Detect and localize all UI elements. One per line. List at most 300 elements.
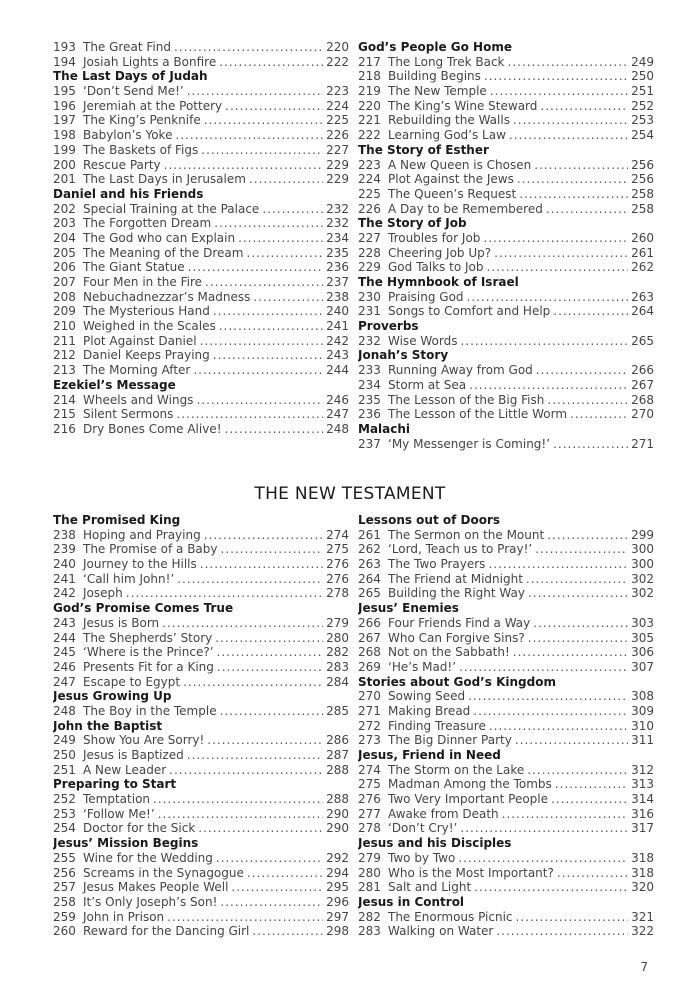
story-number: 252 [53, 792, 76, 807]
page-ref: 254 [631, 128, 654, 143]
story-number: 256 [53, 865, 76, 880]
story-number: 248 [53, 703, 76, 718]
story-number: 212 [53, 348, 76, 363]
story-number: 243 [53, 615, 76, 630]
contents-entry [53, 290, 349, 305]
page-ref: 237 [326, 275, 349, 289]
contents-entry [358, 202, 654, 217]
story-title: Finding Treasure [388, 718, 486, 733]
dot-leader [494, 246, 628, 261]
page-ref: 316 [631, 806, 654, 821]
contents-entry [53, 631, 349, 646]
story-title: Building Begins [388, 69, 481, 84]
story-title: The King’s Penknife [83, 113, 201, 128]
story-number: 206 [53, 260, 76, 275]
story-title: The Last Days in Jerusalem [83, 172, 246, 187]
story-title: Salt and Light [388, 880, 472, 895]
story-number: 226 [358, 201, 381, 216]
section-heading: Jesus’ Enemies [358, 601, 459, 616]
old-testament-left-column [53, 40, 349, 437]
story-title: Sowing Seed [388, 689, 466, 704]
story-number: 262 [358, 542, 381, 557]
page-ref: 226 [326, 128, 349, 143]
story-title: Jesus is Baptized [83, 748, 184, 762]
page-ref: 271 [631, 436, 654, 451]
page-ref: 223 [326, 84, 349, 99]
contents-entry [53, 821, 349, 836]
page-ref: 224 [326, 98, 349, 113]
page-ref: 234 [326, 230, 349, 245]
story-title: Presents Fit for a King [83, 659, 214, 674]
dot-leader [458, 851, 628, 866]
page-ref: 276 [326, 557, 349, 572]
story-title: Walking on Water [388, 924, 494, 939]
contents-entry [358, 334, 654, 349]
page-ref: 300 [631, 557, 654, 572]
story-title: Wine for the Wedding [83, 850, 213, 865]
story-number: 250 [53, 748, 76, 762]
page-ref: 296 [326, 894, 349, 909]
story-number: 209 [53, 304, 76, 319]
dot-leader [540, 99, 628, 114]
dot-leader [220, 704, 324, 719]
dot-leader [238, 231, 323, 246]
dot-leader [204, 528, 323, 543]
story-title: Two Very Important People [388, 792, 548, 807]
dot-leader [247, 866, 323, 881]
page-ref: 306 [631, 645, 654, 660]
story-number: 193 [53, 40, 76, 54]
dot-leader [547, 528, 628, 543]
story-title: The Boy in the Temple [83, 703, 217, 718]
story-number: 232 [358, 333, 381, 348]
section-heading: Lessons out of Doors [358, 513, 501, 527]
contents-entry [53, 586, 349, 601]
story-title: ‘My Messenger is Coming!’ [388, 436, 551, 451]
story-title: Daniel Keeps Praying [83, 348, 210, 363]
story-title: Running Away from God [388, 363, 533, 378]
section-heading: Jesus and his Disciples [358, 836, 512, 851]
dot-leader [207, 733, 323, 748]
contents-entry [358, 586, 654, 601]
contents-entry [358, 84, 654, 99]
story-title: Babylon’s Yoke [83, 128, 173, 143]
story-number: 204 [53, 230, 76, 245]
contents-entry [53, 866, 349, 881]
contents-entry [358, 777, 654, 792]
page-ref: 247 [326, 407, 349, 422]
dot-leader [183, 675, 323, 690]
page-ref: 229 [326, 172, 349, 187]
dot-leader [536, 363, 628, 378]
contents-entry [53, 880, 349, 895]
page-ref: 302 [631, 586, 654, 601]
story-number: 235 [358, 392, 381, 407]
story-number: 195 [53, 84, 76, 99]
page-ref: 307 [631, 659, 654, 674]
contents-entry [53, 645, 349, 660]
story-number: 282 [358, 909, 381, 924]
story-title: The Enormous Picnic [388, 909, 513, 924]
story-title: Troubles for Job [388, 230, 481, 245]
story-number: 280 [358, 865, 381, 880]
contents-entry [53, 84, 349, 99]
story-title: It’s Only Joseph’s Son! [83, 894, 218, 909]
story-title: Special Training at the Palace [83, 201, 260, 216]
story-title: Escape to Egypt [83, 674, 181, 689]
contents-entry [53, 733, 349, 748]
contents-entry [53, 851, 349, 866]
contents-entry [358, 719, 654, 734]
dot-leader [484, 69, 628, 84]
story-title: Jesus is Born [83, 615, 160, 630]
dot-leader [502, 807, 628, 822]
story-title: A Day to be Remembered [388, 201, 543, 216]
story-title: Reward for the Dancing Girl [83, 924, 250, 939]
contents-entry [358, 866, 654, 881]
story-number: 261 [358, 527, 381, 542]
story-title: Journey to the Hills [83, 557, 197, 572]
page-ref: 295 [326, 880, 349, 895]
story-title: The Meaning of the Dream [83, 245, 244, 260]
story-number: 279 [358, 850, 381, 865]
page-ref: 314 [631, 792, 654, 807]
dot-leader [215, 631, 323, 646]
dot-leader [519, 187, 628, 202]
contents-entry [358, 557, 654, 572]
dot-leader [526, 572, 628, 587]
contents-entry [53, 40, 349, 55]
dot-leader [196, 393, 323, 408]
dot-leader [496, 924, 628, 939]
story-title: The King’s Wine Steward [388, 98, 538, 113]
dot-leader [200, 334, 324, 349]
dot-leader [246, 246, 323, 261]
story-title: Josiah Lights a Bonfire [83, 54, 217, 69]
contents-entry [53, 113, 349, 128]
story-title: Plot Against the Jews [388, 172, 514, 187]
page-ref: 308 [631, 689, 654, 704]
story-title: The Shepherds’ Story [83, 630, 213, 645]
section-heading: The Story of Esther [358, 142, 489, 157]
page-ref: 297 [326, 909, 349, 924]
contents-entry [53, 807, 349, 822]
dot-leader [167, 910, 323, 925]
story-number: 198 [53, 128, 76, 143]
page-ref: 235 [326, 245, 349, 260]
story-number: 208 [53, 289, 76, 304]
story-title: The Storm on the Lake [388, 762, 525, 777]
page-ref: 302 [631, 571, 654, 586]
dot-leader [533, 616, 628, 631]
story-title: ‘Lord, Teach us to Pray!’ [388, 542, 533, 557]
story-title: Four Friends Find a Way [388, 615, 531, 630]
contents-entry [53, 363, 349, 378]
contents-entry [53, 143, 349, 158]
contents-entry [358, 290, 654, 305]
contents-entry [53, 202, 349, 217]
dot-leader [252, 924, 323, 939]
story-title: Screams in the Synagogue [83, 865, 244, 880]
story-number: 214 [53, 392, 76, 407]
section-heading: The Hymnbook of Israel [358, 275, 519, 289]
story-title: Storm at Sea [388, 377, 467, 392]
story-number: 218 [358, 69, 381, 84]
story-title: ‘Call him John!’ [83, 571, 175, 586]
dot-leader [555, 777, 628, 792]
dot-leader [164, 158, 323, 173]
contents-entry [358, 260, 654, 275]
section-heading: The Story of Job [358, 216, 467, 231]
story-title: The Long Trek Back [388, 54, 505, 69]
story-title: Nebuchadnezzar’s Madness [83, 289, 251, 304]
contents-entry [53, 407, 349, 422]
contents-entry [358, 572, 654, 587]
contents-entry [53, 572, 349, 587]
story-title: The Mysterious Hand [83, 304, 210, 319]
contents-entry [358, 231, 654, 246]
story-number: 251 [53, 762, 76, 777]
story-title: Wheels and Wings [83, 392, 194, 407]
story-number: 220 [358, 98, 381, 113]
story-title: The Lesson of the Little Worm [388, 407, 568, 422]
story-number: 274 [358, 762, 381, 777]
contents-entry [53, 158, 349, 173]
page-ref: 299 [631, 527, 654, 542]
story-number: 219 [358, 84, 381, 99]
page-ref: 290 [326, 806, 349, 821]
dot-leader [473, 704, 628, 719]
story-title: Joseph [83, 586, 123, 601]
story-number: 254 [53, 821, 76, 836]
contents-entry [53, 616, 349, 631]
story-number: 271 [358, 703, 381, 718]
story-title: Jeremiah at the Pottery [83, 98, 223, 113]
story-title: Who Can Forgive Sins? [388, 630, 525, 645]
dot-leader [557, 866, 628, 881]
story-number: 270 [358, 689, 381, 704]
story-number: 255 [53, 850, 76, 865]
page-ref: 244 [326, 363, 349, 378]
story-title: A New Queen is Chosen [388, 157, 532, 172]
contents-entry [358, 645, 654, 660]
story-number: 245 [53, 645, 76, 660]
story-number: 213 [53, 363, 76, 378]
story-title: The Giant Statue [83, 260, 185, 275]
story-title: ‘Where is the Prince?’ [83, 645, 214, 660]
story-title: Show You Are Sorry! [83, 733, 205, 748]
page-ref: 249 [631, 54, 654, 69]
page-ref: 303 [631, 615, 654, 630]
story-number: 201 [53, 172, 76, 187]
page-ref: 232 [326, 201, 349, 216]
page-ref: 251 [631, 84, 654, 99]
dot-leader [177, 572, 323, 587]
dot-leader [528, 586, 628, 601]
contents-entry [358, 172, 654, 187]
contents-entry [358, 910, 654, 925]
story-number: 238 [53, 527, 76, 542]
section-heading: Proverbs [358, 319, 419, 334]
dot-leader [262, 202, 323, 217]
dot-leader [509, 128, 628, 143]
story-title: A New Leader [83, 762, 167, 777]
contents-entry [53, 763, 349, 778]
page-ref: 236 [326, 260, 349, 275]
story-number: 265 [358, 586, 381, 601]
page-ref: 242 [326, 333, 349, 348]
dot-leader [474, 880, 628, 895]
story-title: God Talks to Job [388, 260, 484, 275]
page-ref: 256 [631, 157, 654, 172]
page-ref: 294 [326, 865, 349, 880]
story-number: 244 [53, 630, 76, 645]
section-heading: Preparing to Start [53, 777, 177, 792]
contents-entry [358, 246, 654, 261]
story-number: 196 [53, 98, 76, 113]
story-title: The Two Prayers [388, 557, 486, 572]
story-number: 194 [53, 54, 76, 69]
dot-leader [204, 113, 323, 128]
page-ref: 268 [631, 392, 654, 407]
section-heading: John the Baptist [53, 718, 163, 733]
page-ref: 220 [326, 40, 349, 54]
dot-leader [527, 763, 628, 778]
dot-leader [516, 910, 629, 925]
page-ref: 238 [326, 289, 349, 304]
contents-entry [358, 158, 654, 173]
page-ref: 225 [326, 113, 349, 128]
dot-leader [508, 55, 629, 70]
dot-leader [153, 792, 323, 807]
story-title: Doctor for the Sick [83, 821, 196, 836]
story-number: 240 [53, 557, 76, 572]
dot-leader [489, 719, 628, 734]
page-ref: 288 [326, 792, 349, 807]
page-ref: 305 [631, 630, 654, 645]
contents-entry [358, 187, 654, 202]
page-ref: 243 [326, 348, 349, 363]
contents-entry [53, 557, 349, 572]
story-number: 267 [358, 630, 381, 645]
story-title: The Big Dinner Party [388, 733, 512, 748]
story-title: Making Bread [388, 703, 471, 718]
contents-entry [358, 128, 654, 143]
page-ref: 322 [631, 924, 654, 939]
page-ref: 283 [326, 659, 349, 674]
page-ref: 286 [326, 733, 349, 748]
story-title: The Sermon on the Mount [388, 527, 545, 542]
contents-entry [358, 393, 654, 408]
dot-leader [213, 348, 323, 363]
page-ref: 318 [631, 865, 654, 880]
dot-leader [219, 319, 323, 334]
dot-leader [217, 645, 324, 660]
dot-leader [187, 84, 323, 99]
page-ref: 222 [326, 54, 349, 69]
dot-leader [534, 158, 628, 173]
story-number: 239 [53, 542, 76, 557]
dot-leader [216, 851, 323, 866]
page-ref: 311 [631, 733, 654, 748]
contents-entry [358, 733, 654, 748]
section-heading: Stories about God’s Kingdom [358, 674, 556, 689]
section-heading: Jesus Growing Up [53, 689, 172, 704]
contents-entry [53, 172, 349, 187]
story-number: 260 [53, 924, 76, 939]
page-ref: 317 [631, 821, 654, 836]
dot-leader [513, 113, 628, 128]
dot-leader [468, 689, 628, 704]
contents-entry [53, 542, 349, 557]
story-title: ‘Follow Me!’ [83, 806, 155, 821]
new-testament-right-column [358, 513, 654, 939]
story-title: Not on the Sabbath! [388, 645, 510, 660]
page-ref: 287 [326, 748, 349, 762]
section-heading: Daniel and his Friends [53, 186, 204, 201]
dot-leader [460, 821, 628, 836]
contents-entry [53, 660, 349, 675]
story-number: 221 [358, 113, 381, 128]
story-number: 266 [358, 615, 381, 630]
contents-entry [358, 304, 654, 319]
story-title: The Lesson of the Big Fish [388, 392, 545, 407]
story-number: 269 [358, 659, 381, 674]
contents-entry [358, 631, 654, 646]
page-ref: 310 [631, 718, 654, 733]
page-ref: 278 [326, 586, 349, 601]
contents-entry [358, 704, 654, 719]
story-number: 259 [53, 909, 76, 924]
new-testament-heading: THE NEW TESTAMENT [254, 484, 446, 504]
contents-entry [358, 113, 654, 128]
story-title: Temptation [83, 792, 151, 807]
page-ref: 246 [326, 392, 349, 407]
page-ref: 261 [631, 245, 654, 260]
page-ref: 309 [631, 703, 654, 718]
story-number: 268 [358, 645, 381, 660]
page-ref: 321 [631, 909, 654, 924]
contents-entry [53, 895, 349, 910]
story-number: 275 [358, 777, 381, 792]
story-number: 253 [53, 806, 76, 821]
page-ref: 270 [631, 407, 654, 422]
contents-entry [53, 260, 349, 275]
story-title: Learning God’s Law [388, 128, 506, 143]
dot-leader [553, 304, 628, 319]
contents-entry [358, 616, 654, 631]
dot-leader [174, 40, 323, 55]
dot-leader [488, 557, 628, 572]
story-number: 249 [53, 733, 76, 748]
dot-leader [515, 733, 628, 748]
story-title: Jesus Makes People Well [83, 880, 229, 895]
contents-entry [53, 216, 349, 231]
contents-entry [358, 660, 654, 675]
story-title: The Baskets of Figs [83, 142, 199, 157]
page-ref: 292 [326, 850, 349, 865]
contents-entry [53, 319, 349, 334]
page-ref: 279 [326, 615, 349, 630]
dot-leader [214, 216, 323, 231]
story-title: Rebuilding the Walls [388, 113, 510, 128]
story-number: 229 [358, 260, 381, 275]
contents-entry [53, 99, 349, 114]
page-ref: 282 [326, 645, 349, 660]
story-title: The New Temple [388, 84, 487, 99]
contents-entry [53, 910, 349, 925]
story-number: 199 [53, 142, 76, 157]
